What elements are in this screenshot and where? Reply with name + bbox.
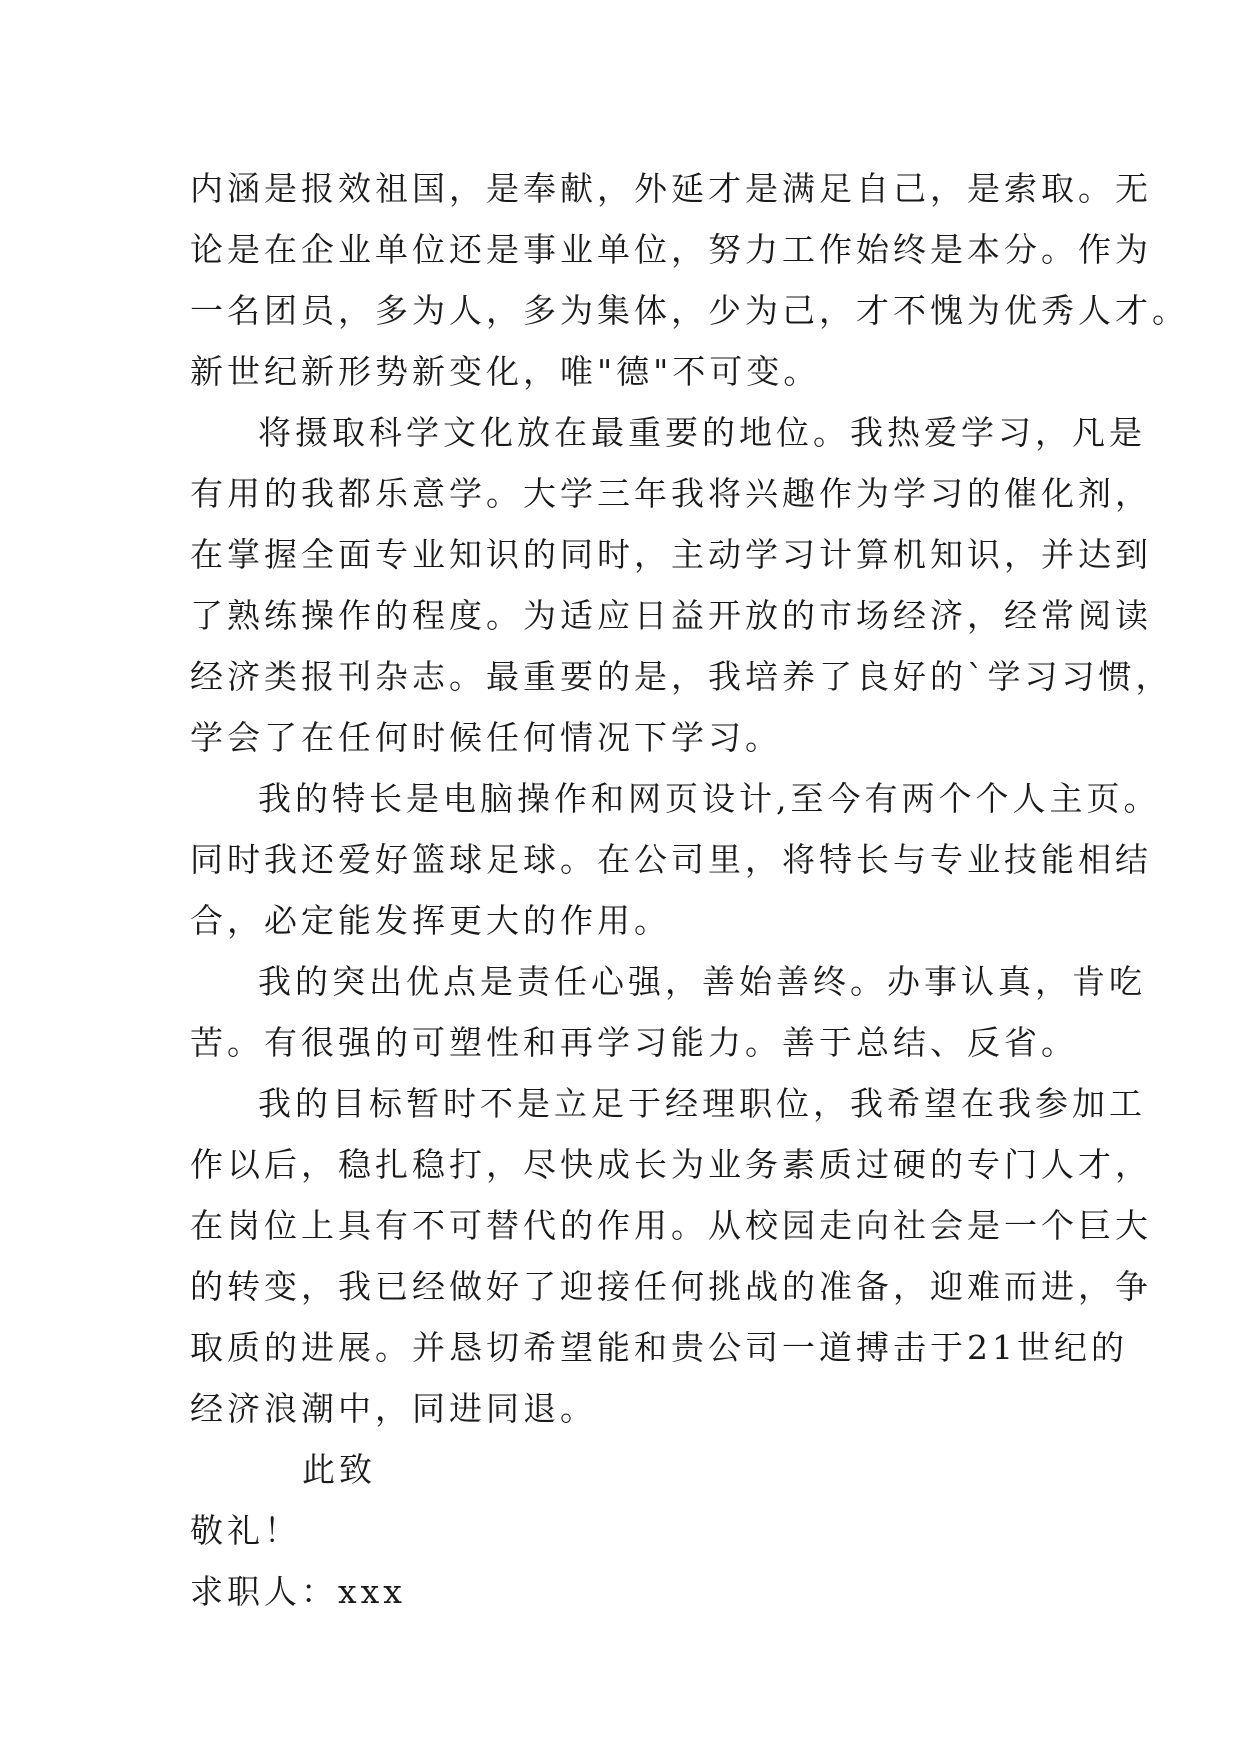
text-line: 一名团员，多为人，多为集体，少为己，才不愧为优秀人才。 bbox=[190, 291, 1189, 330]
text-line: 经济类报刊杂志。最重要的是，我培养了良好的`学习习惯， bbox=[190, 657, 1173, 696]
text-line: 在岗位上具有不可替代的作用。从校园走向社会是一个巨大 bbox=[190, 1206, 1152, 1245]
text-line: 论是在企业单位还是事业单位，努力工作始终是本分。作为 bbox=[190, 230, 1152, 269]
text-line: 经济浪潮中，同进同退。 bbox=[190, 1389, 597, 1428]
paragraph-start-line: 我的突出优点是责任心强，善始善终。办事认真，肯吃 bbox=[258, 962, 1146, 1001]
closing-phrase: 此致 bbox=[302, 1450, 376, 1489]
paragraph-start-line: 我的目标暂时不是立足于经理职位，我希望在我参加工 bbox=[258, 1084, 1146, 1123]
text-line: 在掌握全面专业知识的同时，主动学习计算机知识，并达到 bbox=[190, 535, 1152, 574]
salutation: 敬礼！ bbox=[190, 1511, 301, 1550]
text-line: 苦。有很强的可塑性和再学习能力。善于总结、反省。 bbox=[190, 1023, 1078, 1062]
text-line: 合，必定能发挥更大的作用。 bbox=[190, 901, 671, 940]
signature: 求职人：xxx bbox=[190, 1572, 406, 1611]
paragraph-start-line: 我的特长是电脑操作和网页设计,至今有两个个人主页。 bbox=[258, 779, 1161, 818]
text-line: 取质的进展。并恳切希望能和贵公司一道搏击于21世纪的 bbox=[190, 1328, 1128, 1367]
text-line: 学会了在任何时候任何情况下学习。 bbox=[190, 718, 782, 757]
text-line: 同时我还爱好篮球足球。在公司里，将特长与专业技能相结 bbox=[190, 840, 1152, 879]
paragraph-start-line: 将摄取科学文化放在最重要的地位。我热爱学习，凡是 bbox=[258, 413, 1146, 452]
letter-body bbox=[190, 158, 1189, 1622]
text-line: 内涵是报效祖国，是奉献，外延才是满足自己，是索取。无 bbox=[190, 169, 1152, 208]
text-line: 作以后，稳扎稳打，尽快成长为业务素质过硬的专门人才， bbox=[190, 1145, 1152, 1184]
text-line: 有用的我都乐意学。大学三年我将兴趣作为学习的催化剂， bbox=[190, 474, 1152, 513]
text-line: 新世纪新形势新变化，唯"德"不可变。 bbox=[190, 352, 821, 391]
text-line: 了熟练操作的程度。为适应日益开放的市场经济，经常阅读 bbox=[190, 596, 1152, 635]
text-line: 的转变，我已经做好了迎接任何挑战的准备，迎难而进，争 bbox=[190, 1267, 1152, 1306]
